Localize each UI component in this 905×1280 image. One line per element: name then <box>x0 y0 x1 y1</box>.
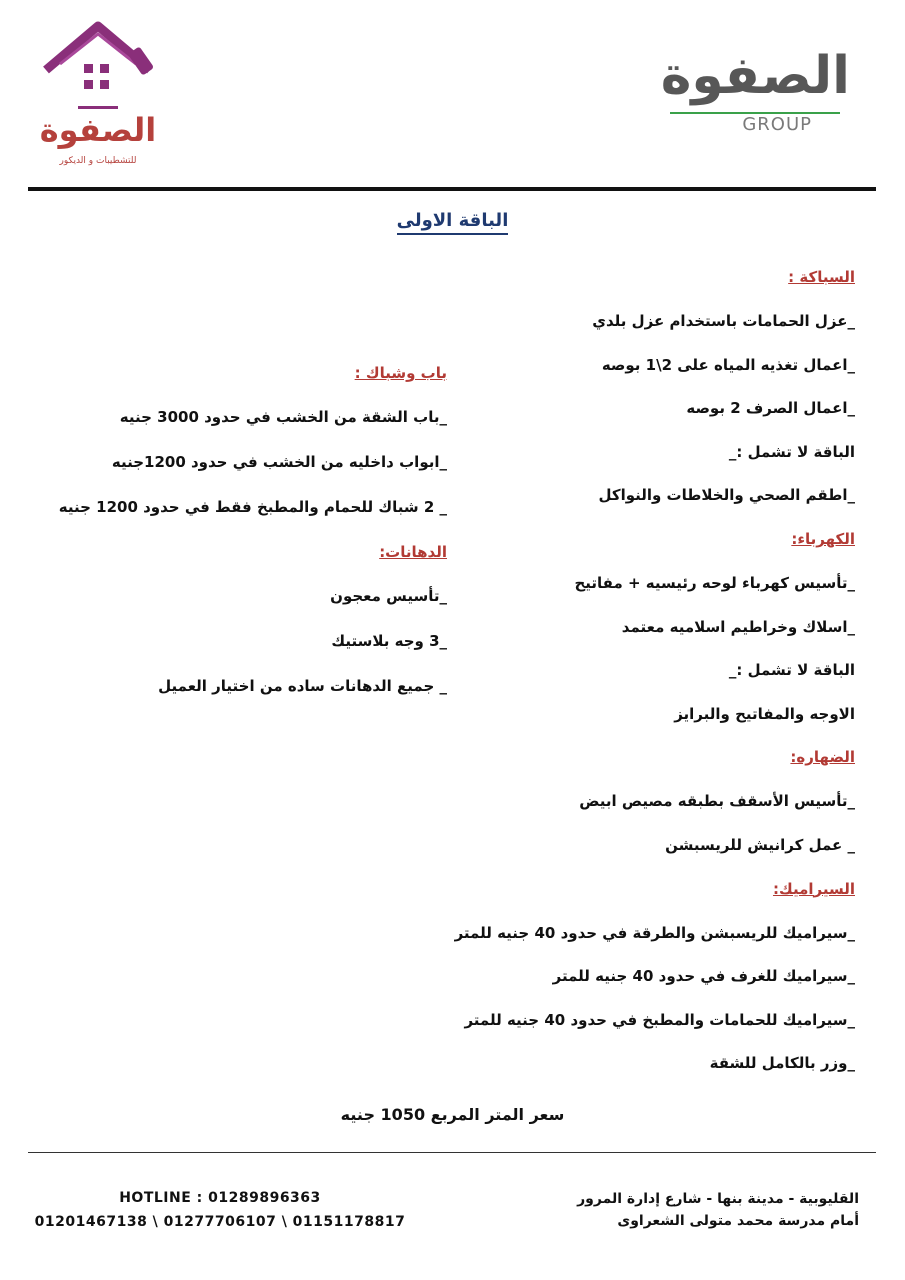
list-item: _ابواب داخليه من الخشب في حدود 1200جنيه <box>111 453 447 471</box>
list-item: _ عمل كرانيش للريسبشن <box>665 835 855 854</box>
company-logo-right <box>660 46 850 140</box>
section-heading: السباكة : <box>788 268 855 286</box>
header-divider <box>28 187 876 191</box>
left-column <box>17 358 447 716</box>
logo-right-name: الصفوة <box>660 46 850 106</box>
list-item: _اسلاك وخراطيم اسلاميه معتمد <box>621 617 855 636</box>
footer-address <box>459 1188 859 1232</box>
house-brush-icon <box>38 18 158 114</box>
list-item: _اعمال الصرف 2 بوصه <box>686 399 855 418</box>
company-logo-left <box>38 18 158 178</box>
list-item: _تأسيس معجون <box>330 587 447 605</box>
address-line-1: القليوبية - مدينة بنها - شارع إدارة المرور <box>577 1191 859 1207</box>
list-item: _سيراميك للغرف في حدود 40 جنيه للمتر <box>552 967 855 986</box>
phone-numbers: 01201467138 \ 01277706107 \ 01151178817 <box>34 1214 406 1230</box>
list-item: _سيراميك للحمامات والمطبخ في حدود 40 جنيه للمتر <box>464 1010 855 1029</box>
section-heading: الدهانات: <box>379 543 447 561</box>
section-heading: السيراميك: <box>772 879 855 898</box>
hotline: HOTLINE : 01289896363 <box>119 1190 321 1206</box>
list-item: الباقة لا تشمل :_ <box>728 442 855 461</box>
footer-contacts <box>20 1186 420 1234</box>
list-item: _عزل الحمامات باستخدام عزل بلدي <box>592 312 855 330</box>
logo-left-tagline: للتشطيبات و الديكور <box>59 156 137 166</box>
footer-divider <box>28 1152 876 1153</box>
list-item: _اعمال تغذيه المياه على 2\1 بوصه <box>601 355 855 374</box>
list-item: _وزر بالكامل للشقة <box>709 1054 855 1073</box>
logo-right-group: GROUP <box>742 114 812 135</box>
list-item: _تأسيس الأسقف بطبقه مصيص ابيض <box>579 792 855 811</box>
price-per-meter: سعر المتر المربع 1050 جنيه <box>340 1105 565 1124</box>
package-title-text: الباقة الاولى <box>397 210 509 235</box>
right-column <box>425 262 855 1092</box>
list-item: الاوجه والمفاتيح والبرايز <box>674 704 855 723</box>
section-heading: باب وشباك : <box>354 364 447 382</box>
list-item: _تأسيس كهرباء لوحه رئيسيه + مفاتيح <box>574 573 855 592</box>
section-heading: الكهرباء: <box>791 529 855 548</box>
section-heading: الضهاره: <box>790 748 855 767</box>
list-item: الباقة لا تشمل :_ <box>728 661 855 680</box>
list-item: _ جميع الدهانات ساده من اختيار العميل <box>158 677 447 695</box>
list-item: _3 وجه بلاستيك <box>331 632 447 650</box>
list-item: _ 2 شباك للحمام والمطبخ فقط في حدود 1200 جنيه <box>58 498 447 516</box>
list-item: _سيراميك للريسبشن والطرقة في حدود 40 جنيه للمتر <box>454 923 855 942</box>
logo-left-name: الصفوة <box>39 111 157 149</box>
list-item: _باب الشقة من الخشب في حدود 3000 جنيه <box>119 408 447 426</box>
package-title <box>0 210 905 231</box>
list-item: _اطقم الصحي والخلاطات والنواكل <box>598 486 855 505</box>
address-line-2: أمام مدرسة محمد متولى الشعراوى <box>617 1213 859 1229</box>
